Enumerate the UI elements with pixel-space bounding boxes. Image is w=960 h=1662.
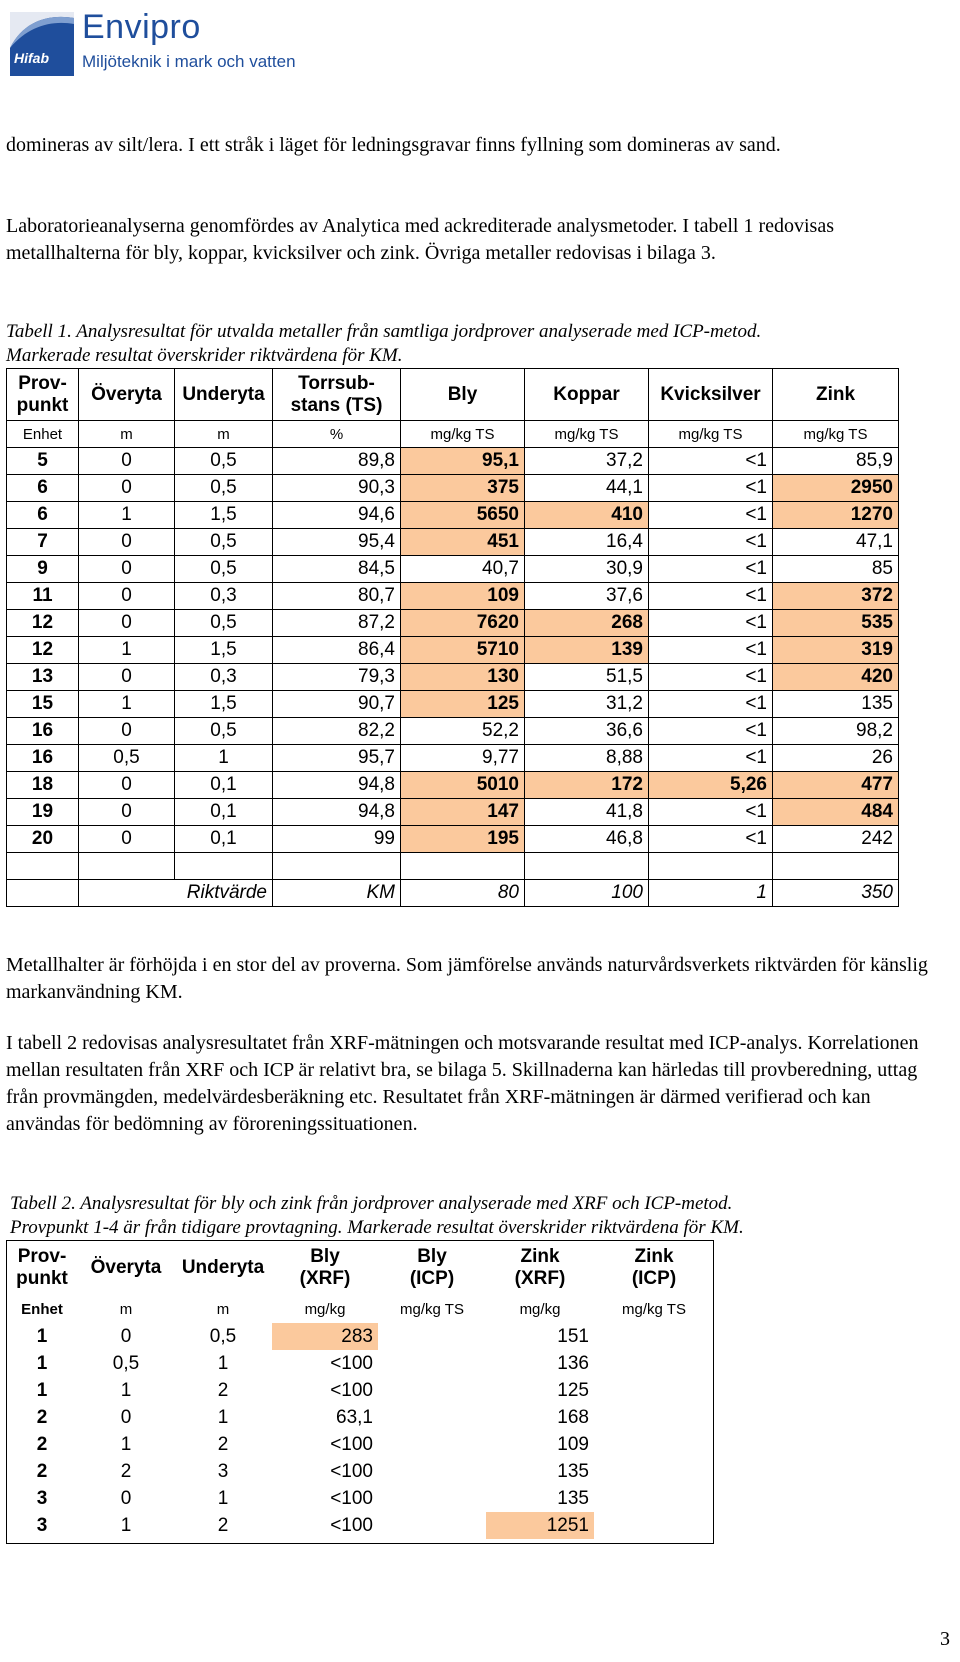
t2-cell: 2 bbox=[36, 1406, 48, 1428]
t1-cell: 9 bbox=[7, 556, 79, 583]
t1-guideline-value: 350 bbox=[773, 880, 899, 907]
t2-cell: 63,1 bbox=[336, 1406, 373, 1428]
t2-cell: 2 bbox=[36, 1460, 48, 1482]
t1-guideline-value: 100 bbox=[525, 880, 649, 907]
t2-unit-cell: mg/kg bbox=[304, 1301, 346, 1318]
t1-cell: 1,5 bbox=[175, 637, 273, 664]
t2-cell: <100 bbox=[330, 1379, 373, 1401]
t1-cell: 0,3 bbox=[175, 583, 273, 610]
t2-cell: 109 bbox=[557, 1433, 589, 1455]
t1-cell: 410 bbox=[525, 502, 649, 529]
t1-row bbox=[7, 664, 899, 691]
t1-cell: 477 bbox=[773, 772, 899, 799]
t2-cell bbox=[378, 1458, 486, 1485]
t2-cell bbox=[378, 1431, 486, 1458]
t1-cell: 0 bbox=[79, 772, 175, 799]
t1-empty-row bbox=[7, 853, 899, 880]
t1-cell: 31,2 bbox=[525, 691, 649, 718]
t2-cell: 136 bbox=[557, 1352, 589, 1374]
t1-unit-cell: mg/kg TS bbox=[525, 421, 649, 448]
t2-header-cell: Bly (ICP) bbox=[409, 1246, 455, 1289]
t1-cell: <1 bbox=[649, 745, 773, 772]
t1-cell: 0,5 bbox=[175, 475, 273, 502]
t1-cell: <1 bbox=[649, 448, 773, 475]
t1-row bbox=[7, 610, 899, 637]
t1-cell: 90,7 bbox=[273, 691, 401, 718]
t1-cell: 268 bbox=[525, 610, 649, 637]
t1-cell: 15 bbox=[7, 691, 79, 718]
t1-row bbox=[7, 529, 899, 556]
t1-cell: 420 bbox=[773, 664, 899, 691]
t1-guideline-value: 80 bbox=[401, 880, 525, 907]
t1-cell: 135 bbox=[773, 691, 899, 718]
t1-cell: 0 bbox=[79, 529, 175, 556]
logo-swoosh-icon bbox=[10, 12, 74, 48]
t2-cell: <100 bbox=[330, 1460, 373, 1482]
t1-header-cell: Kvicksilver bbox=[649, 369, 773, 421]
t1-cell: 5,26 bbox=[649, 772, 773, 799]
t2-cell bbox=[594, 1458, 714, 1485]
t2-row bbox=[6, 1512, 714, 1539]
t1-cell: 95,1 bbox=[401, 448, 525, 475]
t1-cell: 80,7 bbox=[273, 583, 401, 610]
t1-cell: 5710 bbox=[401, 637, 525, 664]
t1-cell: 535 bbox=[773, 610, 899, 637]
t2-cell: 1 bbox=[36, 1325, 48, 1347]
t2-row bbox=[6, 1404, 714, 1431]
t2-row bbox=[6, 1431, 714, 1458]
t2-unit-cell: mg/kg TS bbox=[400, 1301, 464, 1318]
t1-cell: 1 bbox=[79, 502, 175, 529]
t1-cell: 0,1 bbox=[175, 799, 273, 826]
t2-cell: 1 bbox=[120, 1514, 132, 1536]
t1-header-cell: Bly bbox=[401, 369, 525, 421]
t1-row bbox=[7, 772, 899, 799]
t1-cell: 7620 bbox=[401, 610, 525, 637]
t2-cell: 2 bbox=[217, 1379, 229, 1401]
t2-cell: 2 bbox=[120, 1460, 132, 1482]
t1-unit-cell: mg/kg TS bbox=[401, 421, 525, 448]
t1-cell: <1 bbox=[649, 799, 773, 826]
t1-empty-cell bbox=[7, 853, 79, 880]
t1-cell: 0 bbox=[79, 475, 175, 502]
t1-row bbox=[7, 718, 899, 745]
t1-guideline-value: 1 bbox=[649, 880, 773, 907]
t2-cell: 3 bbox=[217, 1460, 229, 1482]
t1-cell: 44,1 bbox=[525, 475, 649, 502]
t1-cell: 130 bbox=[401, 664, 525, 691]
t1-cell: 16 bbox=[7, 745, 79, 772]
t1-cell: 6 bbox=[7, 502, 79, 529]
t1-cell: 37,6 bbox=[525, 583, 649, 610]
t2-header-cell: Zink (ICP) bbox=[631, 1246, 677, 1289]
t1-empty-cell bbox=[773, 853, 899, 880]
t2-cell bbox=[594, 1377, 714, 1404]
t2-cell: <100 bbox=[330, 1352, 373, 1374]
t2-cell: 1 bbox=[217, 1352, 229, 1374]
t1-cell: 47,1 bbox=[773, 529, 899, 556]
t2-cell: 151 bbox=[557, 1325, 589, 1347]
t1-cell: 195 bbox=[401, 826, 525, 853]
table1-caption bbox=[6, 320, 946, 368]
t1-header-cell: Zink bbox=[773, 369, 899, 421]
t1-cell: 30,9 bbox=[525, 556, 649, 583]
t1-cell: 95,7 bbox=[273, 745, 401, 772]
t2-cell bbox=[378, 1323, 486, 1350]
t2-cell: 3 bbox=[36, 1487, 48, 1509]
t2-cell bbox=[378, 1377, 486, 1404]
t1-cell: 0,5 bbox=[175, 556, 273, 583]
t1-cell: 0 bbox=[79, 556, 175, 583]
brand-name: Envipro bbox=[82, 8, 201, 46]
t2-cell: 1 bbox=[36, 1379, 48, 1401]
t2-cell: <100 bbox=[330, 1514, 373, 1536]
t1-cell: 87,2 bbox=[273, 610, 401, 637]
t1-row bbox=[7, 691, 899, 718]
t1-cell: 172 bbox=[525, 772, 649, 799]
t2-cell: 0,5 bbox=[112, 1352, 140, 1374]
t1-cell: 0,5 bbox=[175, 718, 273, 745]
t1-cell: <1 bbox=[649, 583, 773, 610]
t1-cell: 89,8 bbox=[273, 448, 401, 475]
t1-cell: 46,8 bbox=[525, 826, 649, 853]
t1-cell: 5650 bbox=[401, 502, 525, 529]
t1-cell: 372 bbox=[773, 583, 899, 610]
t1-cell: <1 bbox=[649, 664, 773, 691]
t1-row bbox=[7, 583, 899, 610]
t2-cell: 135 bbox=[557, 1487, 589, 1509]
t2-cell: 283 bbox=[272, 1323, 378, 1350]
t1-cell: 9,77 bbox=[401, 745, 525, 772]
t2-cell bbox=[594, 1404, 714, 1431]
t1-empty-cell bbox=[273, 853, 401, 880]
table2-caption bbox=[10, 1192, 950, 1240]
t1-cell: 0 bbox=[79, 799, 175, 826]
t2-cell: 0 bbox=[120, 1406, 132, 1428]
t2-cell bbox=[378, 1404, 486, 1431]
t1-cell: 0,1 bbox=[175, 772, 273, 799]
table2-header-row bbox=[6, 1240, 714, 1296]
t1-cell: 94,8 bbox=[273, 799, 401, 826]
t2-row bbox=[6, 1323, 714, 1350]
t2-cell: 1 bbox=[120, 1433, 132, 1455]
t1-header-cell: Torrsub- stans (TS) bbox=[273, 369, 401, 421]
t1-empty-cell bbox=[649, 853, 773, 880]
t1-unit-cell: Enhet bbox=[7, 421, 79, 448]
t1-cell: <1 bbox=[649, 691, 773, 718]
t1-cell: 6 bbox=[7, 475, 79, 502]
table1-caption-line2: Markerade resultat överskrider riktvärdena för KM. bbox=[6, 345, 403, 366]
t1-cell: 94,8 bbox=[273, 772, 401, 799]
t1-cell: 84,5 bbox=[273, 556, 401, 583]
t1-cell: 242 bbox=[773, 826, 899, 853]
t1-row bbox=[7, 502, 899, 529]
t2-cell: 1 bbox=[120, 1379, 132, 1401]
t1-cell: <1 bbox=[649, 556, 773, 583]
t1-cell: 5 bbox=[7, 448, 79, 475]
t1-cell: 51,5 bbox=[525, 664, 649, 691]
t1-cell: 109 bbox=[401, 583, 525, 610]
table-1 bbox=[6, 368, 899, 907]
t2-cell: 125 bbox=[557, 1379, 589, 1401]
t1-cell: <1 bbox=[649, 610, 773, 637]
t1-cell: 451 bbox=[401, 529, 525, 556]
t1-cell: 37,2 bbox=[525, 448, 649, 475]
t1-empty-cell bbox=[401, 853, 525, 880]
t1-cell: 12 bbox=[7, 637, 79, 664]
t2-row bbox=[6, 1377, 714, 1404]
t1-cell: 484 bbox=[773, 799, 899, 826]
t1-cell: <1 bbox=[649, 475, 773, 502]
t1-cell: 40,7 bbox=[401, 556, 525, 583]
paragraph-1: domineras av silt/lera. I ett stråk i läget för ledningsgravar finns fyllning som domineras av sand. bbox=[6, 134, 781, 156]
t1-header-cell: Koppar bbox=[525, 369, 649, 421]
t1-cell: 139 bbox=[525, 637, 649, 664]
t2-cell: 135 bbox=[557, 1460, 589, 1482]
paragraph-3: Metallhalter är förhöjda i en stor del av proverna. Som jämförelse används naturvårdsverkets riktvärden för känslig markanvändning KM. bbox=[6, 954, 928, 1003]
t1-cell: 1 bbox=[175, 745, 273, 772]
page-number: 3 bbox=[940, 1628, 950, 1650]
t1-cell: 0,5 bbox=[79, 745, 175, 772]
t1-cell: 0,1 bbox=[175, 826, 273, 853]
t2-header-cell: Prov- punkt bbox=[16, 1246, 68, 1289]
t2-cell bbox=[594, 1485, 714, 1512]
table2-unit-row bbox=[6, 1296, 714, 1323]
t1-cell: 12 bbox=[7, 610, 79, 637]
t1-cell: 86,4 bbox=[273, 637, 401, 664]
t1-cell: 0,5 bbox=[175, 610, 273, 637]
t1-row bbox=[7, 745, 899, 772]
t2-unit-cell: m bbox=[216, 1301, 230, 1318]
t2-cell: 3 bbox=[36, 1514, 48, 1536]
t2-cell bbox=[378, 1350, 486, 1377]
t2-cell: 1 bbox=[217, 1406, 229, 1428]
t1-cell: 1,5 bbox=[175, 502, 273, 529]
t2-unit-cell: mg/kg bbox=[519, 1301, 561, 1318]
t1-row bbox=[7, 826, 899, 853]
t1-empty-cell bbox=[175, 853, 273, 880]
table2-caption-line2: Provpunkt 1-4 är från tidigare provtagning. Markerade resultat överskrider riktvärdena för KM. bbox=[10, 1217, 744, 1238]
t1-cell: 0 bbox=[79, 826, 175, 853]
paragraph-4: I tabell 2 redovisas analysresultatet från XRF-mätningen och motsvarande resultat med ICP-analys. Korrelationen mellan resultaten från XRF och ICP är relativt bra, se bilaga 5. Skillnaderna kan härledas till provberedning, uttag från provmängden, medelvärdesberäkning etc. Resultatet från XRF-mätningen är därmed verifierad och kan användas för bedömning av föroreningssituationen. bbox=[6, 1032, 919, 1135]
t1-guideline-blank bbox=[7, 880, 79, 907]
t1-header-cell: Prov- punkt bbox=[7, 369, 79, 421]
table1-unit-row bbox=[7, 421, 899, 448]
t1-empty-cell bbox=[525, 853, 649, 880]
t1-cell: 1 bbox=[79, 691, 175, 718]
t1-cell: 147 bbox=[401, 799, 525, 826]
t1-cell: 36,6 bbox=[525, 718, 649, 745]
t1-row bbox=[7, 637, 899, 664]
t1-row bbox=[7, 475, 899, 502]
t1-cell: 319 bbox=[773, 637, 899, 664]
t2-cell bbox=[594, 1350, 714, 1377]
t2-cell: 0 bbox=[120, 1487, 132, 1509]
t1-cell: 0 bbox=[79, 664, 175, 691]
table2-caption-line1: Tabell 2. Analysresultat för bly och zink från jordprover analyserade med XRF och ICP-metod. bbox=[10, 1193, 733, 1214]
t1-cell: 85 bbox=[773, 556, 899, 583]
t2-cell: 2 bbox=[217, 1433, 229, 1455]
t1-cell: 0 bbox=[79, 718, 175, 745]
t1-cell: 11 bbox=[7, 583, 79, 610]
t1-cell: 0 bbox=[79, 448, 175, 475]
t2-unit-cell: mg/kg TS bbox=[622, 1301, 686, 1318]
t1-cell: 90,3 bbox=[273, 475, 401, 502]
t1-cell: 79,3 bbox=[273, 664, 401, 691]
t1-cell: <1 bbox=[649, 718, 773, 745]
t1-header-cell: Underyta bbox=[175, 369, 273, 421]
t2-header-cell: Överyta bbox=[90, 1257, 162, 1278]
t1-cell: 5010 bbox=[401, 772, 525, 799]
t1-cell: <1 bbox=[649, 529, 773, 556]
t1-cell: 1,5 bbox=[175, 691, 273, 718]
t2-cell: 1 bbox=[217, 1487, 229, 1509]
table1-header-row bbox=[7, 369, 899, 421]
t1-cell: <1 bbox=[649, 502, 773, 529]
t1-cell: 99 bbox=[273, 826, 401, 853]
t1-cell: 2950 bbox=[773, 475, 899, 502]
t2-cell bbox=[594, 1431, 714, 1458]
t1-unit-cell: mg/kg TS bbox=[649, 421, 773, 448]
t1-unit-cell: m bbox=[175, 421, 273, 448]
t1-cell: 85,9 bbox=[773, 448, 899, 475]
header bbox=[4, 4, 324, 84]
t1-cell: 375 bbox=[401, 475, 525, 502]
t1-guideline-row bbox=[7, 880, 899, 907]
t1-cell: 8,88 bbox=[525, 745, 649, 772]
t1-cell: 1 bbox=[79, 637, 175, 664]
t2-row bbox=[6, 1350, 714, 1377]
t1-cell: 20 bbox=[7, 826, 79, 853]
t2-row bbox=[6, 1485, 714, 1512]
t1-cell: <1 bbox=[649, 637, 773, 664]
t1-cell: 52,2 bbox=[401, 718, 525, 745]
t1-cell: 16,4 bbox=[525, 529, 649, 556]
t1-header-cell: Överyta bbox=[79, 369, 175, 421]
t1-row bbox=[7, 556, 899, 583]
t2-cell bbox=[594, 1323, 714, 1350]
t1-cell: 98,2 bbox=[773, 718, 899, 745]
t2-cell bbox=[378, 1485, 486, 1512]
t1-cell: <1 bbox=[649, 826, 773, 853]
t2-unit-cell: Enhet bbox=[21, 1301, 63, 1318]
t2-cell: 1 bbox=[36, 1352, 48, 1374]
t2-cell: 0,5 bbox=[209, 1325, 237, 1347]
t1-cell: 13 bbox=[7, 664, 79, 691]
t1-row bbox=[7, 799, 899, 826]
t1-cell: 82,2 bbox=[273, 718, 401, 745]
t1-cell: 16 bbox=[7, 718, 79, 745]
t1-cell: 18 bbox=[7, 772, 79, 799]
t1-unit-cell: mg/kg TS bbox=[773, 421, 899, 448]
t1-cell: 0,5 bbox=[175, 448, 273, 475]
brand-tagline: Miljöteknik i mark och vatten bbox=[82, 52, 296, 71]
t1-empty-cell bbox=[79, 853, 175, 880]
t1-cell: 7 bbox=[7, 529, 79, 556]
t1-cell: 19 bbox=[7, 799, 79, 826]
t2-header-cell: Underyta bbox=[181, 1257, 265, 1278]
t1-cell: 0 bbox=[79, 610, 175, 637]
t1-cell: 0,3 bbox=[175, 664, 273, 691]
paragraph-2: Laboratorieanalyserna genomfördes av Analytica med ackrediterade analysmetoder. I tabell 1 redovisas metallhalterna för bly, koppar, kvicksilver och zink. Övriga metaller redovisas i bilaga 3. bbox=[6, 215, 834, 264]
t1-unit-cell: % bbox=[273, 421, 401, 448]
t2-cell: 168 bbox=[557, 1406, 589, 1428]
t1-cell: 125 bbox=[401, 691, 525, 718]
t1-cell: 0 bbox=[79, 583, 175, 610]
t2-cell: 2 bbox=[36, 1433, 48, 1455]
t2-row bbox=[6, 1458, 714, 1485]
t2-cell bbox=[594, 1512, 714, 1539]
t2-header-cell: Bly (XRF) bbox=[299, 1246, 351, 1289]
t2-cell: 1251 bbox=[486, 1512, 594, 1539]
t2-cell: 2 bbox=[217, 1514, 229, 1536]
t1-cell: 0,5 bbox=[175, 529, 273, 556]
t2-cell: 0 bbox=[120, 1325, 132, 1347]
t1-row bbox=[7, 448, 899, 475]
t2-cell: <100 bbox=[330, 1433, 373, 1455]
t1-guideline-label: Riktvärde bbox=[79, 880, 273, 907]
t1-cell: 41,8 bbox=[525, 799, 649, 826]
t2-cell: <100 bbox=[330, 1487, 373, 1509]
t2-unit-cell: m bbox=[119, 1301, 133, 1318]
t2-cell bbox=[378, 1512, 486, 1539]
t2-header-cell: Zink (XRF) bbox=[514, 1246, 566, 1289]
t1-cell: 1270 bbox=[773, 502, 899, 529]
t1-cell: 26 bbox=[773, 745, 899, 772]
t1-guideline-value: KM bbox=[273, 880, 401, 907]
t1-unit-cell: m bbox=[79, 421, 175, 448]
table1-caption-line1: Tabell 1. Analysresultat för utvalda metaller från samtliga jordprover analyserade med ICP-metod. bbox=[6, 321, 762, 342]
table-2 bbox=[6, 1240, 714, 1539]
t1-cell: 94,6 bbox=[273, 502, 401, 529]
logo-mark-text: Hifab bbox=[14, 50, 49, 66]
t1-cell: 95,4 bbox=[273, 529, 401, 556]
